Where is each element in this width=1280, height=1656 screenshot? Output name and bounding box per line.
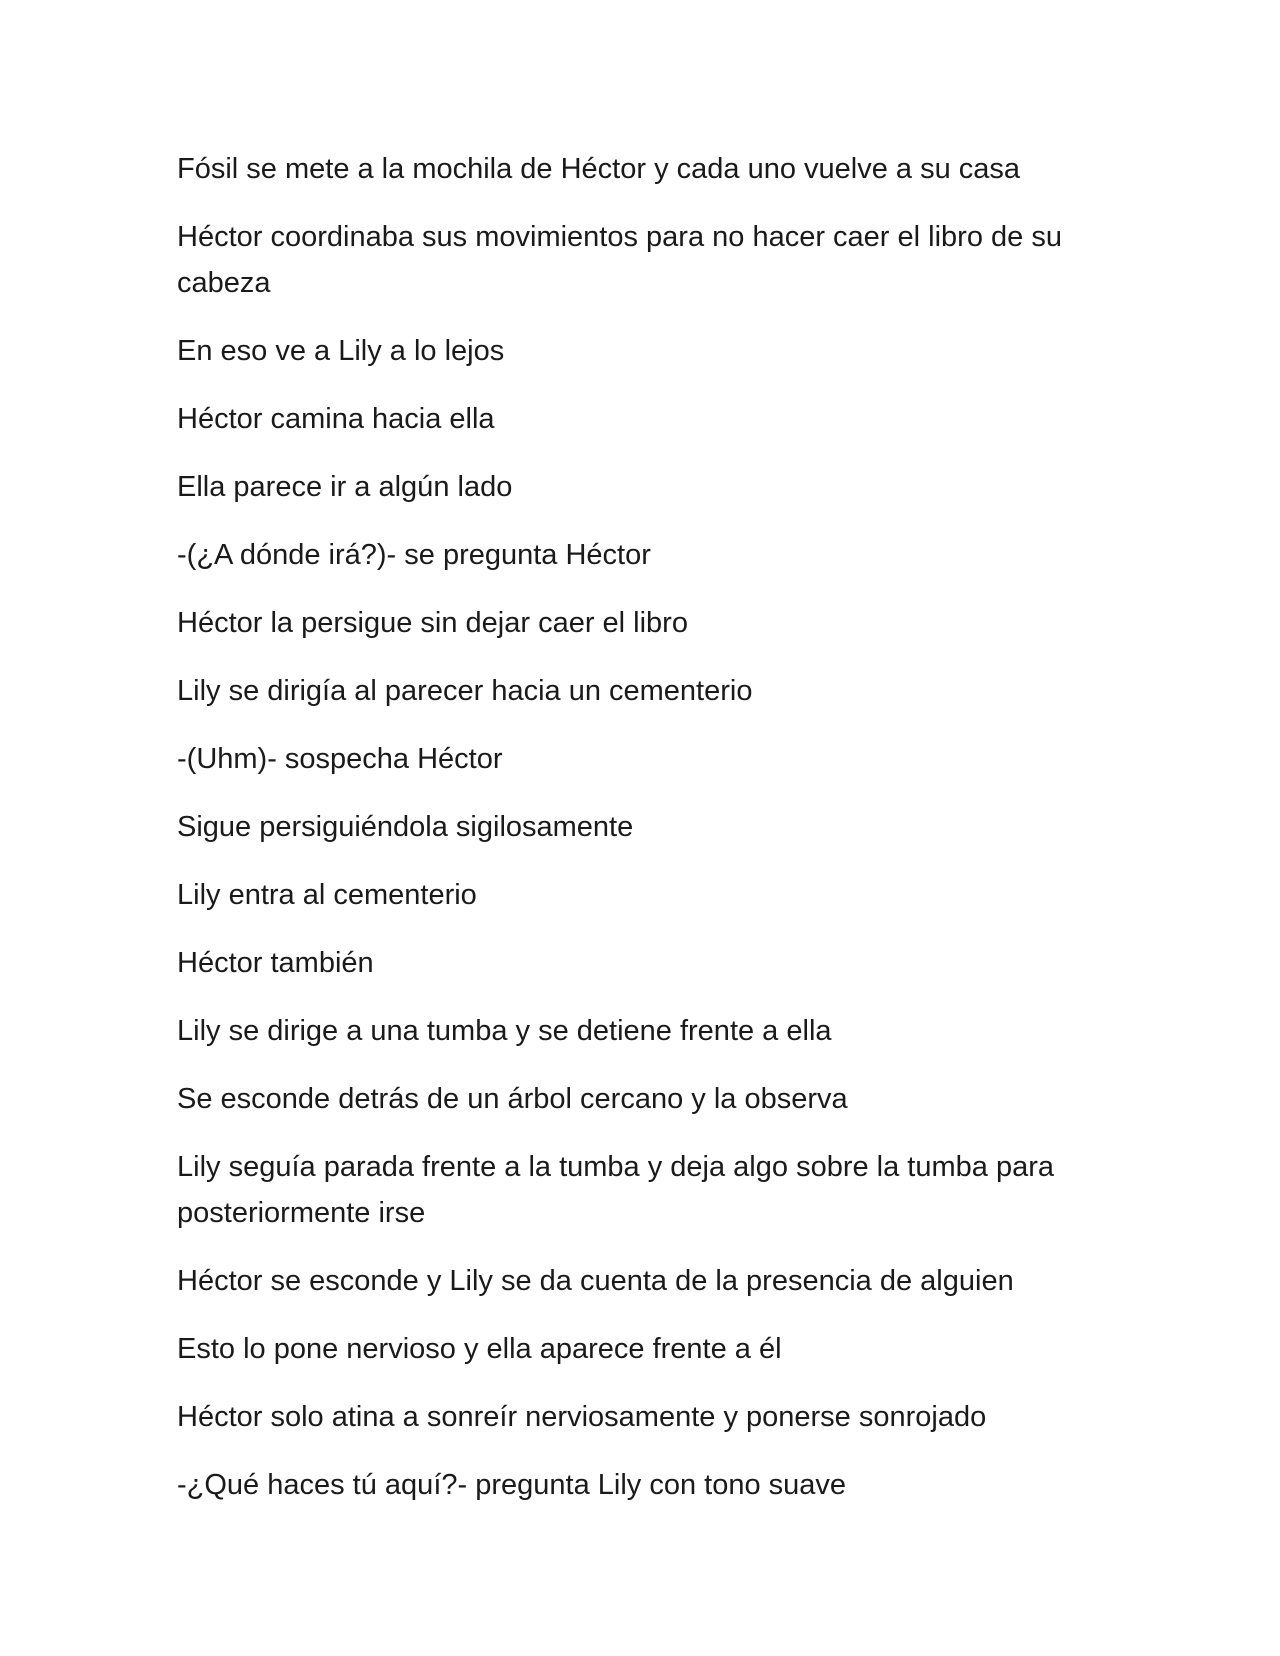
paragraph: Héctor coordinaba sus movimientos para no hacer caer el libro de su cabeza (177, 221, 1062, 299)
document-body (177, 146, 1112, 1530)
paragraph: Héctor la persigue sin dejar caer el libro (177, 607, 688, 639)
paragraph: Héctor solo atina a sonreír nerviosamente y ponerse sonrojado (177, 1401, 987, 1433)
paragraph: Se esconde detrás de un árbol cercano y la observa (177, 1083, 848, 1115)
paragraph: -(Uhm)- sospecha Héctor (177, 743, 503, 775)
paragraph: Ella parece ir a algún lado (177, 471, 513, 503)
paragraph: Héctor camina hacia ella (177, 403, 495, 435)
paragraph: Lily se dirigía al parecer hacia un cementerio (177, 675, 753, 707)
paragraph: Sigue persiguiéndola sigilosamente (177, 811, 634, 843)
paragraph: Héctor se esconde y Lily se da cuenta de la presencia de alguien (177, 1265, 1014, 1297)
paragraph: Esto lo pone nervioso y ella aparece frente a él (177, 1333, 782, 1365)
paragraph: Fósil se mete a la mochila de Héctor y cada uno vuelve a su casa (177, 153, 1021, 185)
paragraph: Lily entra al cementerio (177, 879, 477, 911)
paragraph: En eso ve a Lily a lo lejos (177, 335, 505, 367)
paragraph: Lily seguía parada frente a la tumba y deja algo sobre la tumba para posteriormente irse (177, 1151, 1054, 1229)
paragraph: -¿Qué haces tú aquí?- pregunta Lily con tono suave (177, 1469, 847, 1501)
paragraph: -(¿A dónde irá?)- se pregunta Héctor (177, 539, 651, 571)
paragraph: Héctor también (177, 947, 374, 979)
paragraph: Lily se dirige a una tumba y se detiene frente a ella (177, 1015, 832, 1047)
